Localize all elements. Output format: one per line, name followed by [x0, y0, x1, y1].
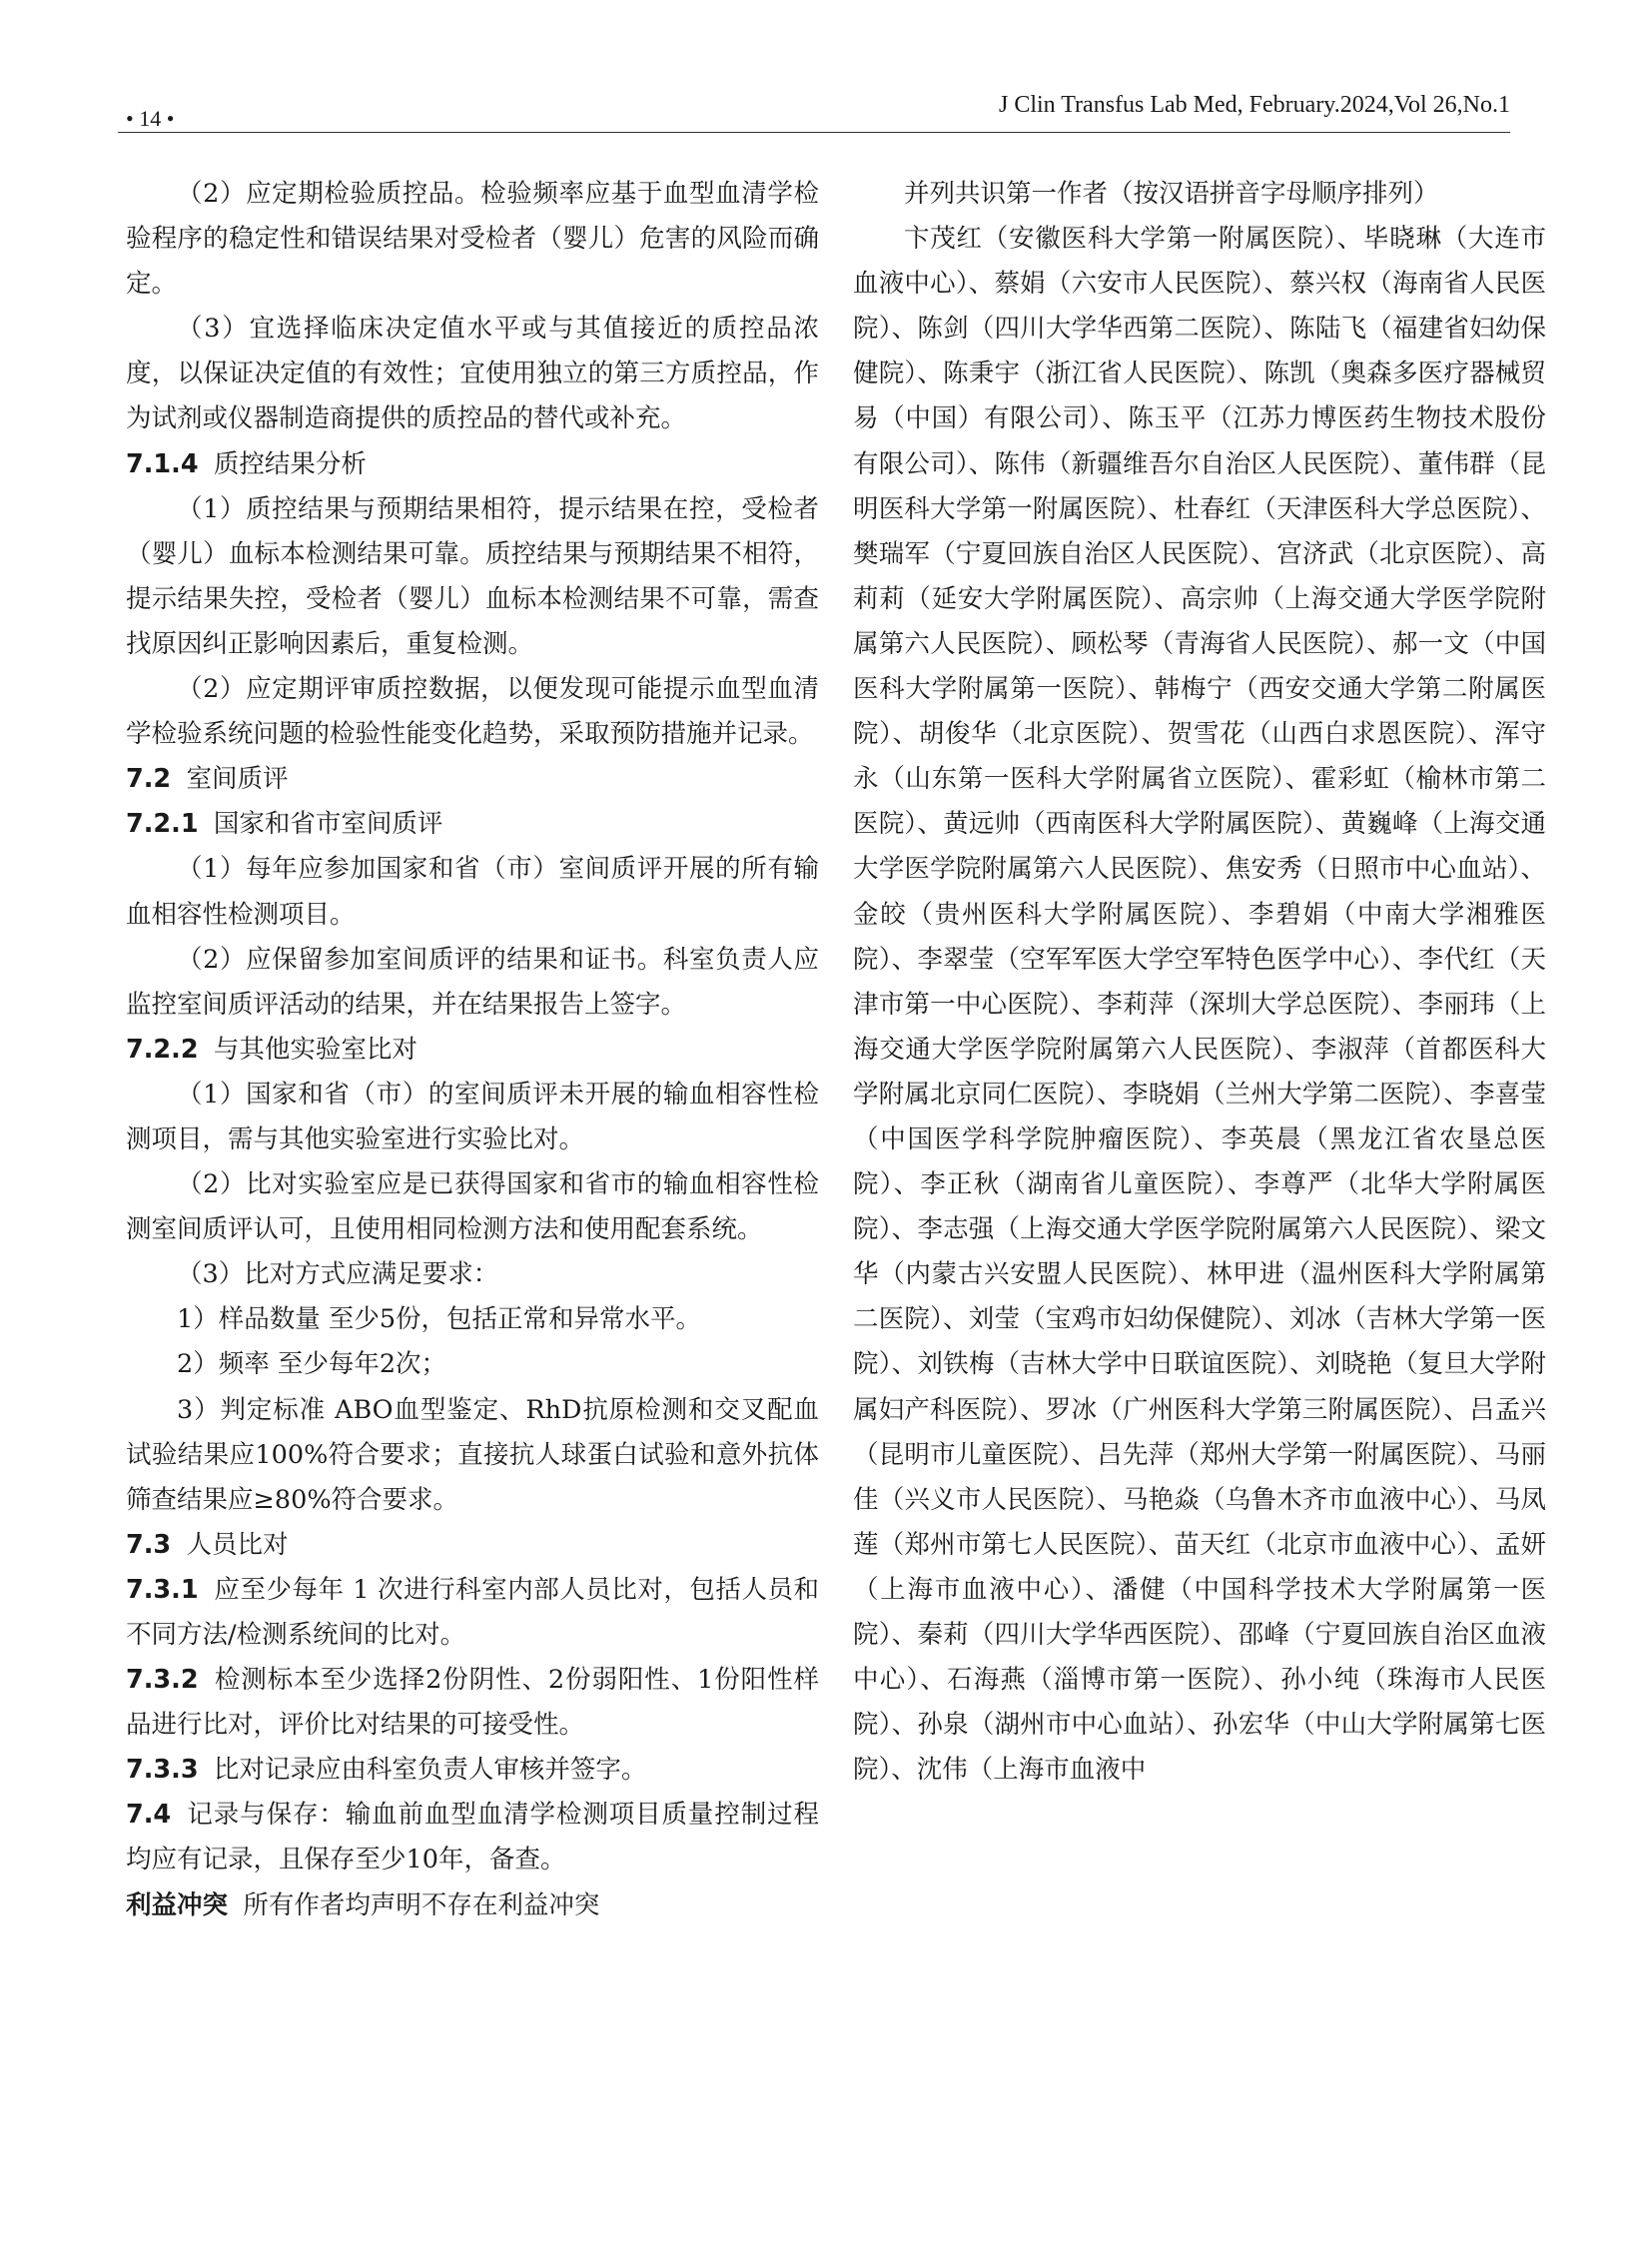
section-text: 比对记录应由科室负责人审核并签字。: [213, 1755, 647, 1786]
paragraph: （2）应定期评审质控数据，以便发现可能提示血型血清学检验系统问题的检验性能变化趋势，采取预防措施并记录。: [126, 674, 819, 750]
section-text: 记录与保存：输血前血型血清学检测项目质量控制过程均应有记录，且保存至少10年，备查。: [126, 1800, 819, 1875]
coi-label: 利益冲突: [126, 1889, 229, 1920]
list-item: 2）频率 至少每年2次；: [177, 1349, 447, 1380]
section-7-3-3: [126, 1748, 819, 1793]
section-title: 人员比对: [186, 1529, 289, 1560]
coauthors-intro: 并列共识第一作者（按汉语拼音字母顺序排列）: [904, 179, 1439, 209]
left-column: [126, 172, 819, 1928]
paragraph: （1）质控结果与预期结果相符，提示结果在控，受检者（婴儿）血标本检测结果可靠。质控结果与预期结果不相符，提示结果失控，受检者（婴儿）血标本检测结果不可靠，需查找原因纠正影响因素后，重复检测。: [126, 493, 819, 659]
list-item: 3）判定标准 ABO血型鉴定、RhD抗原检测和交叉配血试验结果应100%符合要求；直接抗人球蛋白试验和意外抗体筛查结果应≥80%符合要求。: [126, 1394, 819, 1515]
coi-text: 所有作者均声明不存在利益冲突: [243, 1889, 600, 1920]
running-head: J Clin Transfus Lab Med, February.2024,Vol 26,No.1: [998, 92, 1510, 118]
page-number: • 14 •: [126, 106, 175, 131]
list-item: 1）样品数量 至少5份，包括正常和异常水平。: [177, 1304, 702, 1335]
section-heading-7-2-1: [126, 802, 819, 847]
section-number: 7.3.2: [126, 1665, 199, 1696]
section-number: 7.1.4: [126, 448, 199, 479]
section-number: 7.3.1: [126, 1574, 199, 1605]
paragraph: （3）宜选择临床决定值水平或与其值接近的质控品浓度，以保证决定值的有效性；宜使用独立的第三方质控品，作为试剂或仪器制造商提供的质控品的替代或补充。: [126, 314, 819, 434]
paragraph: （1）国家和省（市）的室间质评未开展的输血相容性检测项目，需与其他实验室进行实验比对。: [126, 1079, 819, 1154]
section-heading-7-2-2: [126, 1028, 819, 1073]
section-heading-7-1-4: [126, 442, 819, 487]
section-number: 7.3.3: [126, 1755, 199, 1786]
section-7-3-1: [126, 1568, 819, 1658]
section-text: 应至少每年 1 次进行科室内部人员比对，包括人员和不同方法/检测系统间的比对。: [126, 1574, 819, 1650]
section-heading-7-3: [126, 1523, 819, 1568]
section-number: 7.2.1: [126, 809, 199, 840]
section-7-4: [126, 1793, 819, 1882]
section-title: 国家和省市室间质评: [213, 809, 443, 840]
coauthors-list: 卞茂红（安徽医科大学第一附属医院）、毕晓琳（大连市血液中心）、蔡娟（六安市人民医院）、蔡兴权（海南省人民医院）、陈剑（四川大学华西第二医院）、陈陆飞（福建省妇幼保健院）、陈秉宇（浙江省人民医院）、陈凯（奥森多医疗器械贸易（中国）有限公司）、陈玉平（江苏力博医药生物技术股份有限公司）、陈伟（新疆维吾尔自治区人民医院）、董伟群（昆明医科大学第一附属医院）、杜春红（天津医科大学总医院）、樊瑞军（宁夏回族自治区人民医院）、宫济武（北京医院）、高莉莉（延安大学附属医院）、高宗帅（上海交通大学医学院附属第六人民医院）、顾松琴（青海省人民医院）、郝一文（中国医科大学附属第一医院）、韩梅宁（西安交通大学第二附属医院）、胡俊华（北京医院）、贺雪花（山西白求恩医院）、浑守永（山东第一医科大学附属省立医院）、霍彩虹（榆林市第二医院）、黄远帅（西南医科大学附属医院）、黄巍峰（上海交通大学医学院附属第六人民医院）、焦安秀（日照市中心血站）、金皎（贵州医科大学附属医院）、李碧娟（中南大学湘雅医院）、李翠莹（空军军医大学空军特色医学中心）、李代红（天津市第一中心医院）、李莉萍（深圳大学总医院）、李丽玮（上海交通大学医学院附属第六人民医院）、李淑萍（首都医科大学附属北京同仁医院）、李晓娟（兰州大学第二医院）、李喜莹（中国医学科学院肿瘤医院）、李英晨（黑龙江省农垦总医院）、李正秋（湖南省儿童医院）、李尊严（北华大学附属医院）、李志强（上海交通大学医学院附属第六人民医院）、梁文华（内蒙古兴安盟人民医院）、林甲进（温州医科大学附属第二医院）、刘莹（宝鸡市妇幼保健院）、刘冰（吉林大学第一医院）、刘铁梅（吉林大学中日联谊医院）、刘晓艳（复旦大学附属妇产科医院）、罗冰（广州医科大学第三附属医院）、吕孟兴（昆明市儿童医院）、吕先萍（郑州大学第一附属医院）、马丽佳（兴义市人民医院）、马艳焱（乌鲁木齐市血液中心）、马凤莲（郑州市第七人民医院）、苗天红（北京市血液中心）、孟妍（上海市血液中心）、潘健（中国科学技术大学附属第一医院）、秦莉（四川大学华西医院）、邵峰（宁夏回族自治区血液中心）、石海燕（淄博市第一医院）、孙小纯（珠海市人民医院）、孙泉（湖州市中心血站）、孙宏华（中山大学附属第七医院）、沈伟（上海市血液中: [853, 224, 1546, 1786]
section-number: 7.2: [126, 764, 172, 795]
paragraph: （2）应保留参加室间质评的结果和证书。科室负责人应监控室间质评活动的结果，并在结果报告上签字。: [126, 944, 819, 1020]
section-title: 室间质评: [186, 764, 289, 795]
section-heading-7-2: [126, 757, 819, 802]
section-title: 与其他实验室比对: [213, 1034, 417, 1065]
section-7-3-2: [126, 1658, 819, 1748]
right-column: [853, 172, 1546, 1793]
section-number: 7.4: [126, 1800, 172, 1831]
paragraph: （1）每年应参加国家和省（市）室间质评开展的所有输血相容性检测项目。: [126, 854, 819, 930]
header-rule: [118, 132, 1510, 133]
section-text: 检测标本至少选择2份阴性、2份弱阳性、1份阳性样品进行比对，评价比对结果的可接受性。: [126, 1665, 819, 1741]
section-number: 7.3: [126, 1529, 172, 1560]
paragraph: （2）比对实验室应是已获得国家和省市的输血相容性检测室间质评认可，且使用相同检测方法和使用配套系统。: [126, 1169, 819, 1245]
conflict-of-interest: [126, 1883, 819, 1928]
section-number: 7.2.2: [126, 1034, 199, 1065]
section-title: 质控结果分析: [213, 448, 367, 479]
paragraph: （2）应定期检验质控品。检验频率应基于血型血清学检验程序的稳定性和错误结果对受检者（婴儿）危害的风险而确定。: [126, 179, 819, 300]
paragraph: （3）比对方式应满足要求：: [177, 1259, 499, 1290]
